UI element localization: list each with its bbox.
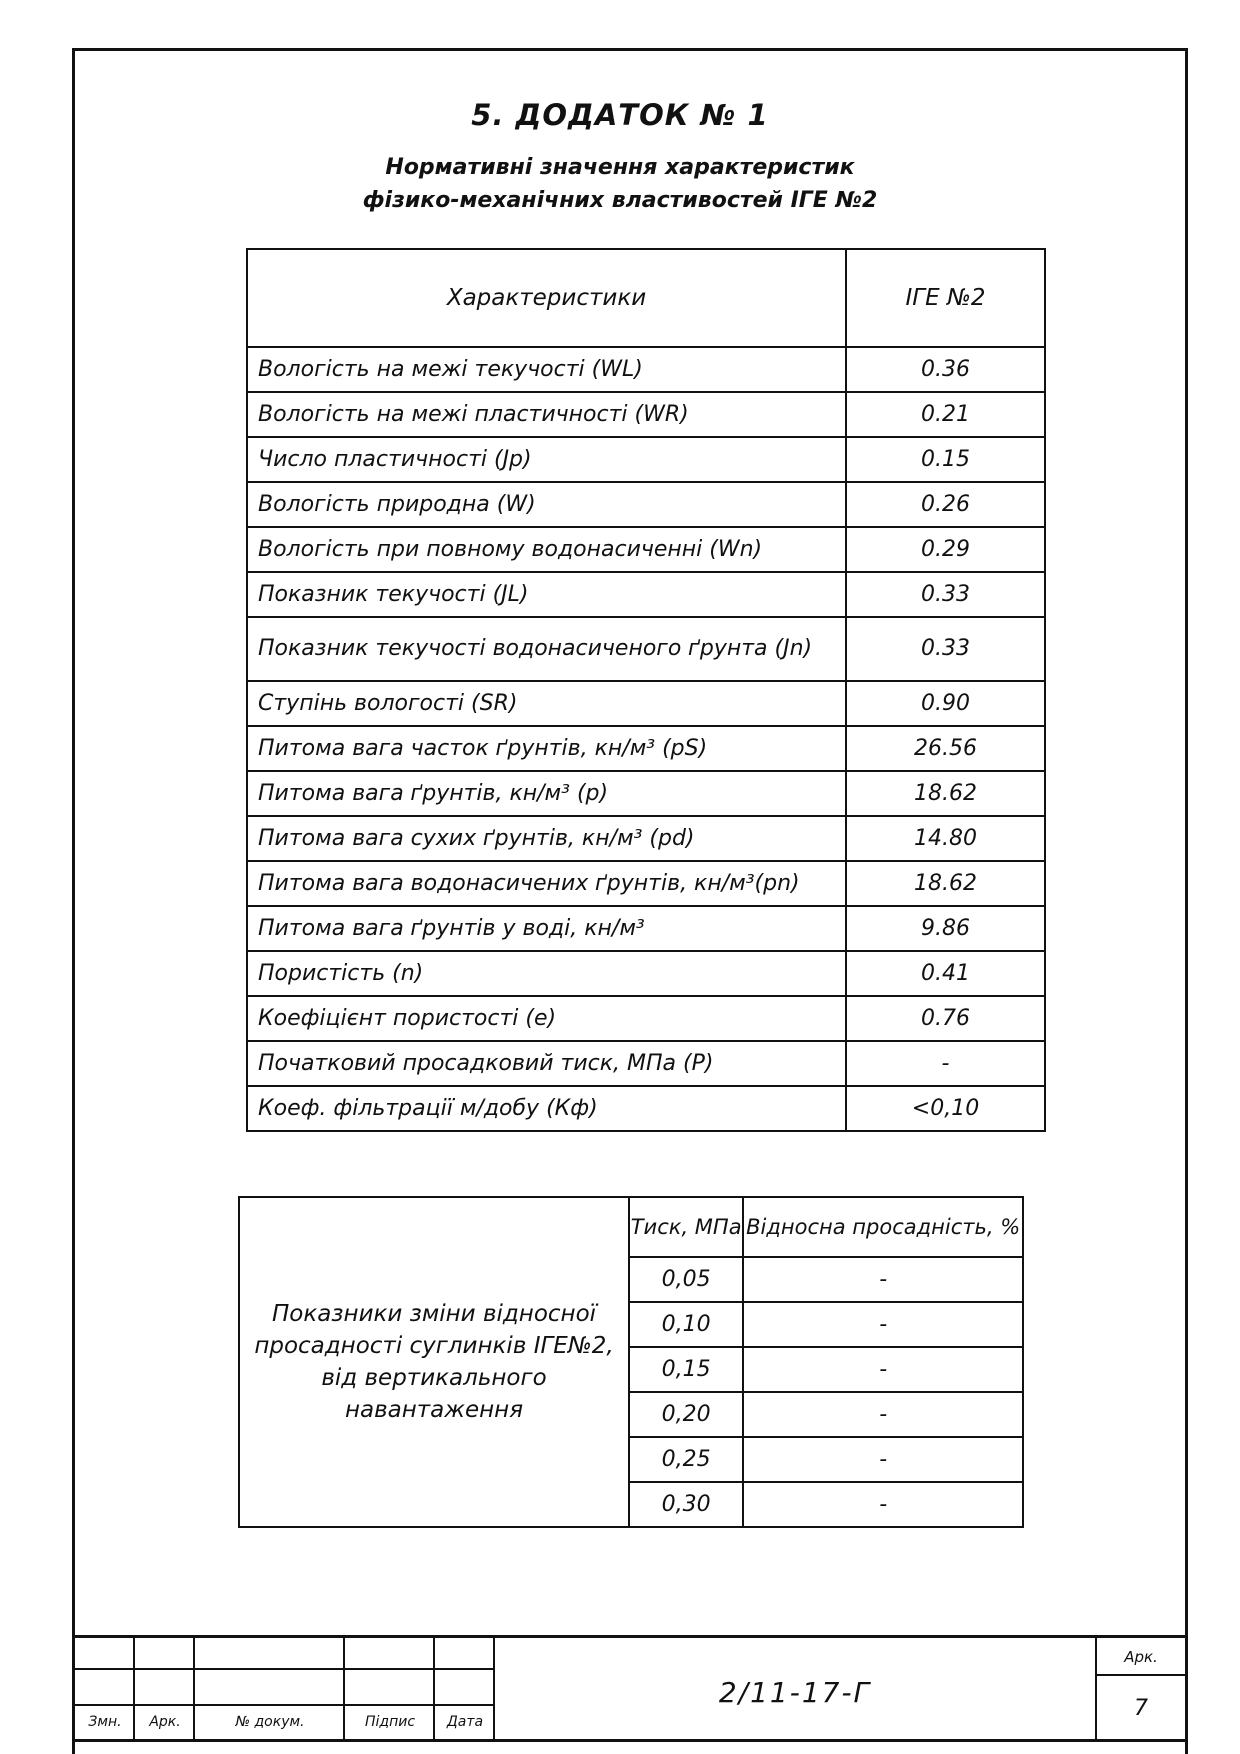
property-value: - bbox=[846, 1041, 1045, 1086]
table-header-row bbox=[247, 249, 1045, 347]
table-row bbox=[247, 996, 1045, 1041]
property-value: 0.41 bbox=[846, 951, 1045, 996]
settlement-value: - bbox=[743, 1437, 1023, 1482]
pressure-value: 0,25 bbox=[629, 1437, 743, 1482]
table-row bbox=[247, 681, 1045, 726]
property-value: 9.86 bbox=[846, 906, 1045, 951]
property-value: 0.15 bbox=[846, 437, 1045, 482]
property-name: Коеф. фільтрації м/добу (Кф) bbox=[247, 1086, 846, 1131]
table-row bbox=[247, 437, 1045, 482]
property-name: Показник текучості (JL) bbox=[247, 572, 846, 617]
settlement-value: - bbox=[743, 1257, 1023, 1302]
property-name: Число пластичності (Jp) bbox=[247, 437, 846, 482]
stamp-label-zmn: Змн. bbox=[88, 1714, 122, 1730]
property-value: 0.76 bbox=[846, 996, 1045, 1041]
property-name: Показник текучості водонасиченого ґрунта (Jn) bbox=[247, 617, 846, 681]
property-name: Коефіцієнт пористості (e) bbox=[247, 996, 846, 1041]
property-name: Ступінь вологості (SR) bbox=[247, 681, 846, 726]
document-code: 2/11-17-Г bbox=[718, 1676, 872, 1709]
property-name: Вологість при повному водонасиченні (Wn) bbox=[247, 527, 846, 572]
property-value: 0.26 bbox=[846, 482, 1045, 527]
property-name: Питома вага водонасичених ґрунтів, кн/м³(pn) bbox=[247, 861, 846, 906]
stamp-label-doc: № докум. bbox=[235, 1714, 305, 1730]
property-name: Вологість на межі пластичності (WR) bbox=[247, 392, 846, 437]
header-pressure: Тиск, МПа bbox=[629, 1197, 743, 1257]
pressure-value: 0,15 bbox=[629, 1347, 743, 1392]
property-name: Вологість на межі текучості (WL) bbox=[247, 347, 846, 392]
pressure-value: 0,10 bbox=[629, 1302, 743, 1347]
settlement-table bbox=[238, 1196, 1024, 1528]
header-settlement: Відносна просадність, % bbox=[743, 1197, 1023, 1257]
property-value: <0,10 bbox=[846, 1086, 1045, 1131]
property-value: 0.33 bbox=[846, 617, 1045, 681]
property-value: 26.56 bbox=[846, 726, 1045, 771]
table-row bbox=[247, 572, 1045, 617]
property-name: Пористість (n) bbox=[247, 951, 846, 996]
table-row bbox=[247, 906, 1045, 951]
table-row bbox=[247, 1041, 1045, 1086]
settlement-value: - bbox=[743, 1482, 1023, 1527]
table-row bbox=[247, 617, 1045, 681]
page-title: 5. ДОДАТОК № 1 bbox=[471, 98, 769, 132]
table-row bbox=[247, 771, 1045, 816]
table-row bbox=[247, 726, 1045, 771]
property-name: Питома вага ґрунтів, кн/м³ (p) bbox=[247, 771, 846, 816]
stamp-sheet-line bbox=[1097, 1674, 1185, 1676]
header-ige: ІГЕ №2 bbox=[846, 249, 1045, 347]
stamp-label-date: Дата bbox=[446, 1714, 484, 1730]
pressure-value: 0,05 bbox=[629, 1257, 743, 1302]
stamp-row-line bbox=[75, 1668, 495, 1670]
table-row bbox=[247, 527, 1045, 572]
property-name: Питома вага сухих ґрунтів, кн/м³ (pd) bbox=[247, 816, 846, 861]
table-row bbox=[247, 816, 1045, 861]
property-value: 0.33 bbox=[846, 572, 1045, 617]
sheet-number: 7 bbox=[1134, 1696, 1148, 1721]
stamp-row-line bbox=[75, 1704, 495, 1706]
header-characteristics: Характеристики bbox=[247, 249, 846, 347]
title-block bbox=[72, 1635, 1188, 1742]
property-name: Вологість природна (W) bbox=[247, 482, 846, 527]
property-name: Питома вага часток ґрунтів, кн/м³ (pS) bbox=[247, 726, 846, 771]
subtitle-line-2: фізико-механічних властивостей ІГЕ №2 bbox=[362, 188, 878, 213]
pressure-value: 0,30 bbox=[629, 1482, 743, 1527]
table-row bbox=[247, 482, 1045, 527]
table-row bbox=[247, 392, 1045, 437]
table-row bbox=[247, 951, 1045, 996]
subtitle-line-1: Нормативні значення характеристик bbox=[385, 155, 855, 180]
settlement-value: - bbox=[743, 1392, 1023, 1437]
property-name: Питома вага ґрунтів у воді, кн/м³ bbox=[247, 906, 846, 951]
stamp-label-sign: Підпис bbox=[364, 1714, 416, 1730]
table-row bbox=[247, 1086, 1045, 1131]
property-value: 18.62 bbox=[846, 771, 1045, 816]
settlement-value: - bbox=[743, 1302, 1023, 1347]
table-row bbox=[247, 347, 1045, 392]
pressure-value: 0,20 bbox=[629, 1392, 743, 1437]
properties-table bbox=[246, 248, 1046, 1132]
property-name: Початковий просадковий тиск, МПа (P) bbox=[247, 1041, 846, 1086]
settlement-description: Показники зміни відносної просадності суглинків ІГЕ№2, від вертикального навантаження bbox=[239, 1197, 629, 1527]
property-value: 18.62 bbox=[846, 861, 1045, 906]
property-value: 14.80 bbox=[846, 816, 1045, 861]
stamp-label-ark: Арк. bbox=[149, 1714, 181, 1730]
property-value: 0.29 bbox=[846, 527, 1045, 572]
table-row bbox=[239, 1197, 1023, 1257]
sheet-label: Арк. bbox=[1124, 1648, 1158, 1666]
table-row bbox=[247, 861, 1045, 906]
property-value: 0.36 bbox=[846, 347, 1045, 392]
property-value: 0.90 bbox=[846, 681, 1045, 726]
settlement-value: - bbox=[743, 1347, 1023, 1392]
property-value: 0.21 bbox=[846, 392, 1045, 437]
